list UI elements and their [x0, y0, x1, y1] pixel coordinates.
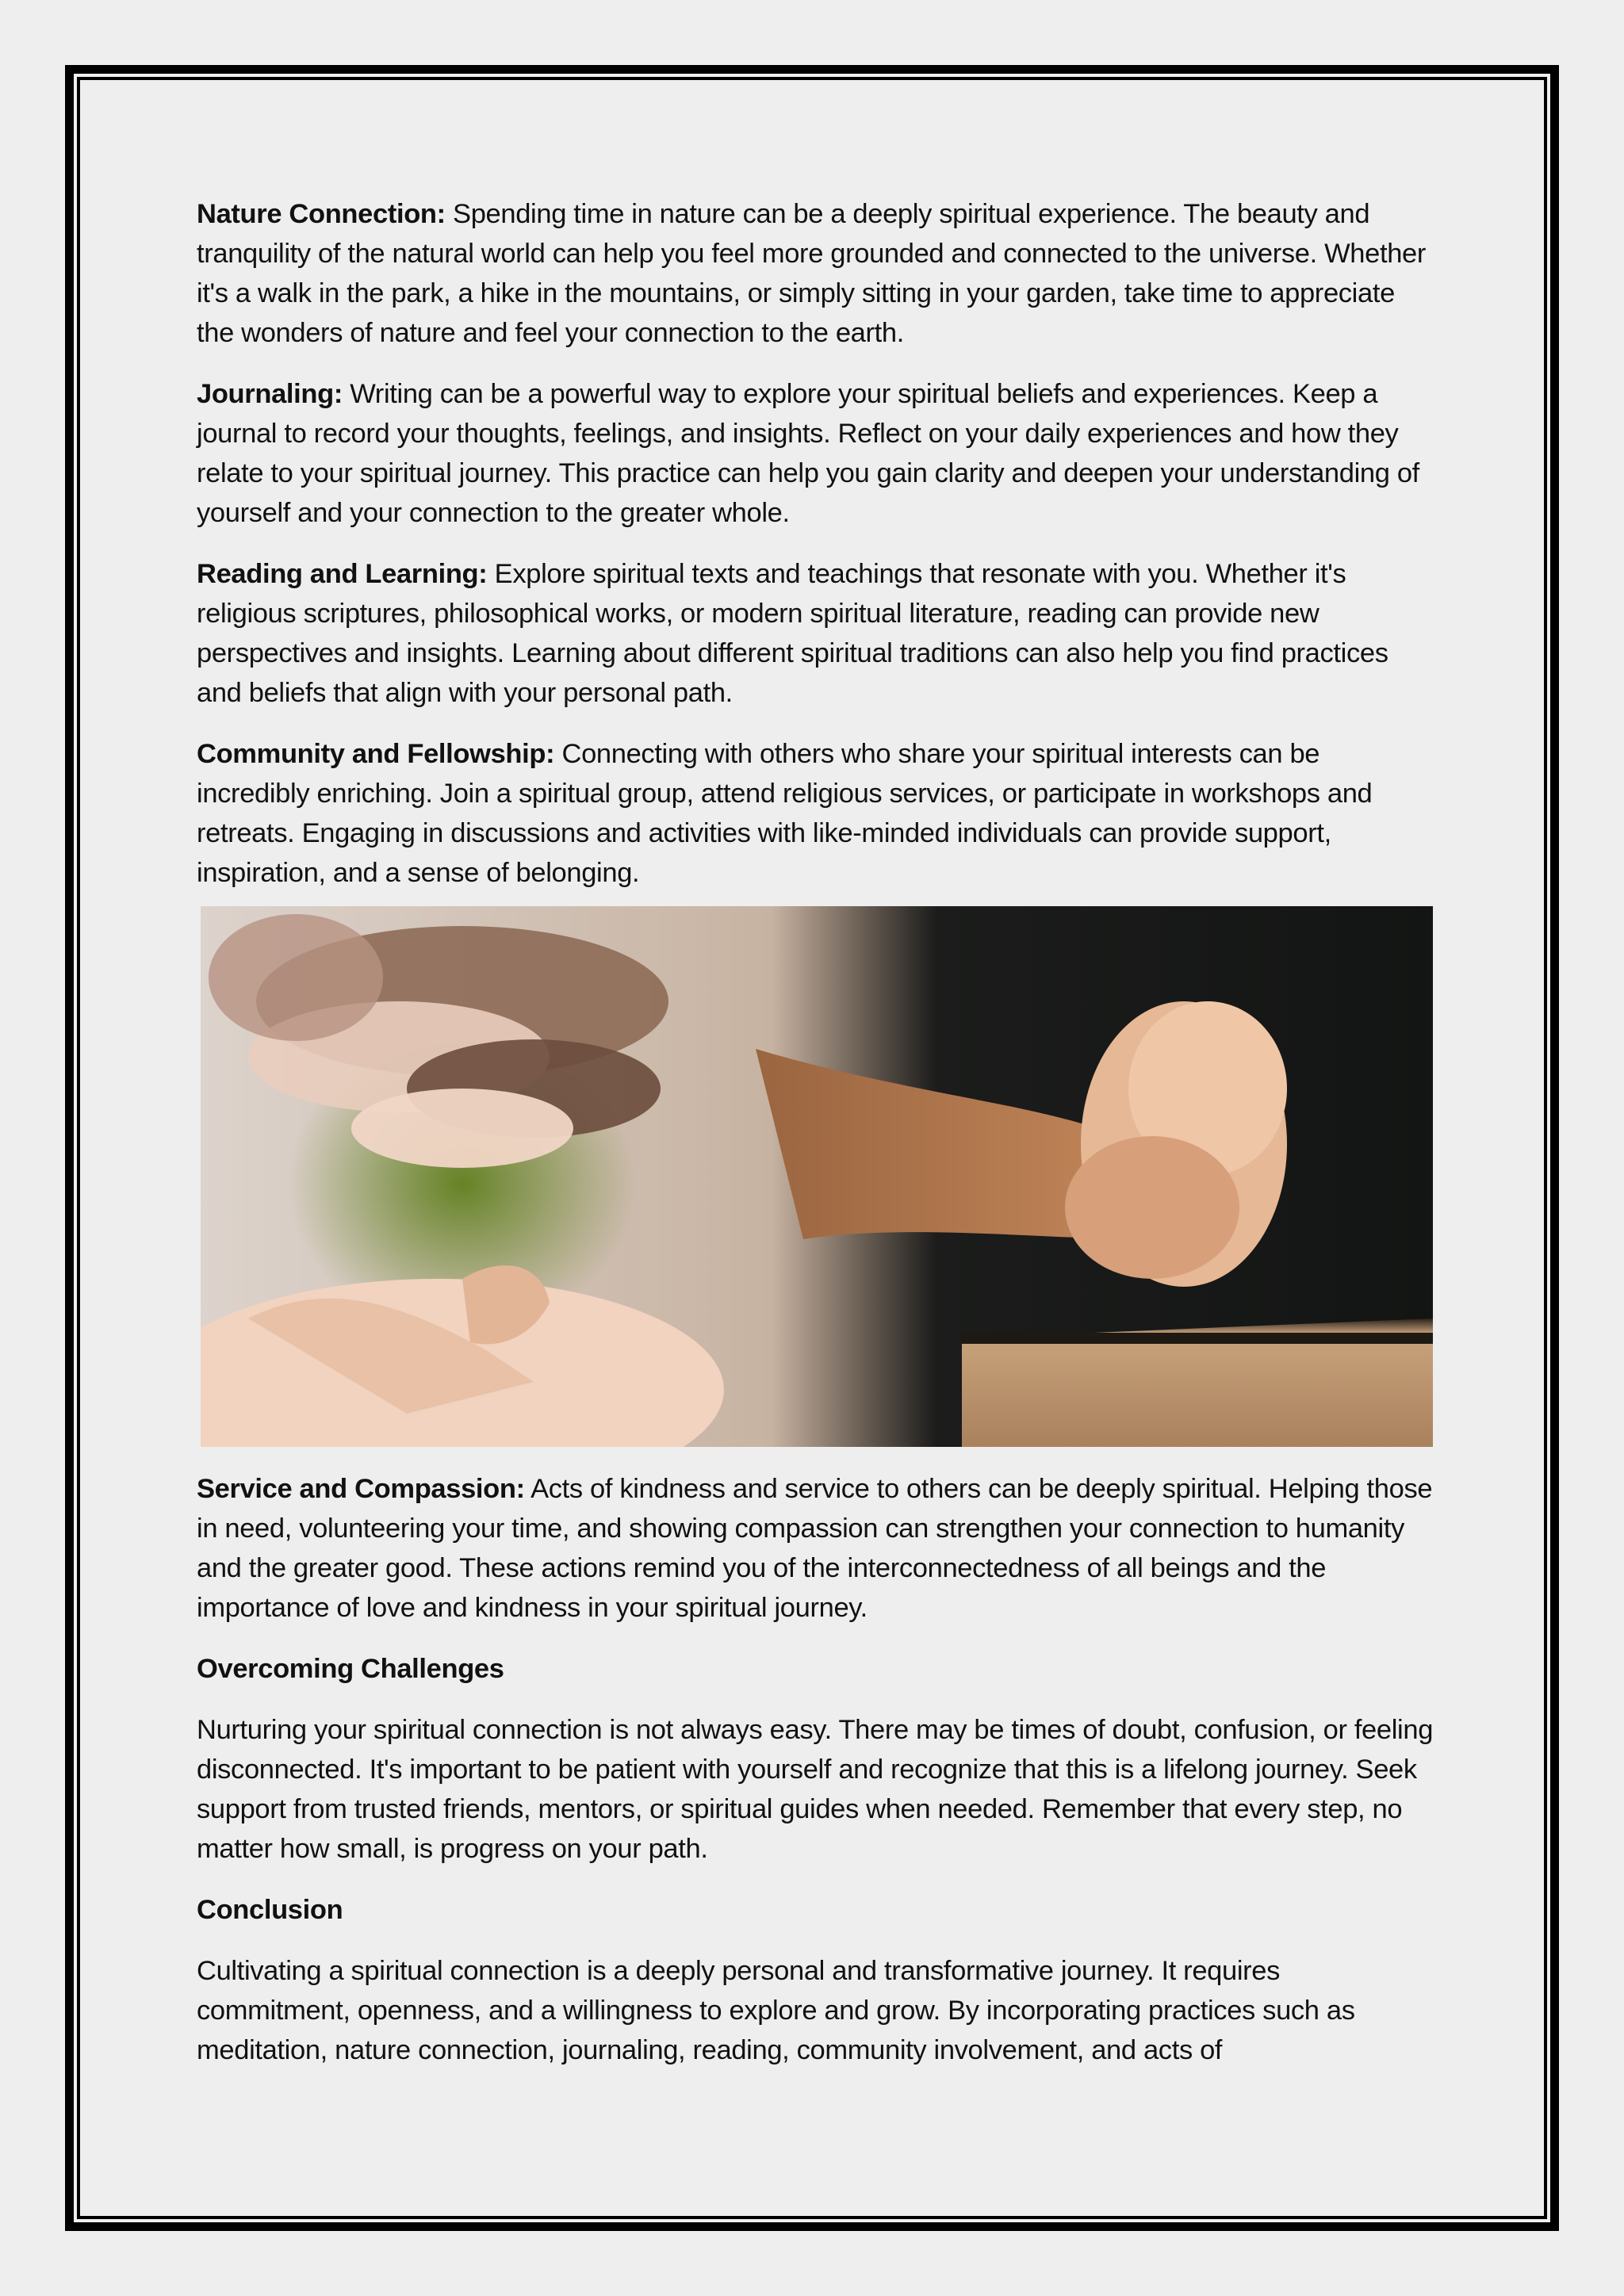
paragraph-nature-connection: [197, 194, 1434, 353]
paragraph-text: Connecting with others who share your spiritual interests can be incredibly enriching. Join a spiritual group, attend religious services, or participate in workshops and retreats. Engaging in discussions and activities with like-minded individuals can provide support, inspiration, and a sense of belonging.: [197, 739, 1373, 888]
spiritual-hands-photo: [201, 906, 1433, 1447]
paragraph-lead: Community and Fellowship:: [197, 739, 555, 769]
paragraph-journaling: [197, 374, 1434, 533]
paragraph-lead: Journaling:: [197, 379, 343, 409]
document-body: [197, 194, 1434, 2091]
heading-overcoming-challenges: Overcoming Challenges: [197, 1654, 504, 1684]
paragraph-overcoming-challenges: Nurturing your spiritual connection is not always easy. There may be times of doubt, confusion, or feeling disconnected. It's important to be patient with yourself and recognize that this is a lifelong journey. Seek support from trusted friends, mentors, or spiritual guides when needed. Remember that every step, no matter how small, is progress on your path.: [197, 1715, 1434, 1864]
paragraph-community-fellowship: [197, 734, 1434, 893]
paragraph-conclusion: Cultivating a spiritual connection is a deeply personal and transformative journey. It requires commitment, openness, and a willingness to explore and grow. By incorporating practices such as meditation, nature connection, journaling, reading, community involvement, and acts of: [197, 1956, 1355, 2065]
paragraph-service-compassion: [197, 1469, 1434, 1628]
paragraph-lead: Reading and Learning:: [197, 559, 488, 589]
paragraph-reading-learning: [197, 554, 1434, 713]
paragraph-text: Explore spiritual texts and teachings that resonate with you. Whether it's religious scriptures, philosophical works, or modern spiritual literature, reading can provide new perspectives and insights. Learning about different spiritual traditions can also help you find practices and beliefs that align with your personal path.: [197, 559, 1388, 708]
paragraph-text: Writing can be a powerful way to explore your spiritual beliefs and experiences. Keep a journal to record your thoughts, feelings, and insights. Reflect on your daily experiences and how they relate to your spiritual journey. This practice can help you gain clarity and deepen your understanding of yourself and your connection to the greater whole.: [197, 379, 1419, 528]
paragraph-text: Acts of kindness and service to others can be deeply spiritual. Helping those in need, volunteering your time, and showing compassion can strengthen your connection to humanity and the greater good. These actions remind you of the interconnectedness of all beings and the importance of love and kindness in your spiritual journey.: [197, 1474, 1433, 1623]
paragraph-text: Spending time in nature can be a deeply spiritual experience. The beauty and tranquility of the natural world can help you feel more grounded and connected to the universe. Whether it's a walk in the park, a hike in the mountains, or simply sitting in your garden, take time to appreciate the wonders of nature and feel your connection to the earth.: [197, 199, 1427, 348]
paragraph-lead: Service and Compassion:: [197, 1474, 525, 1504]
paragraph-lead: Nature Connection:: [197, 199, 446, 229]
heading-conclusion: Conclusion: [197, 1895, 343, 1925]
